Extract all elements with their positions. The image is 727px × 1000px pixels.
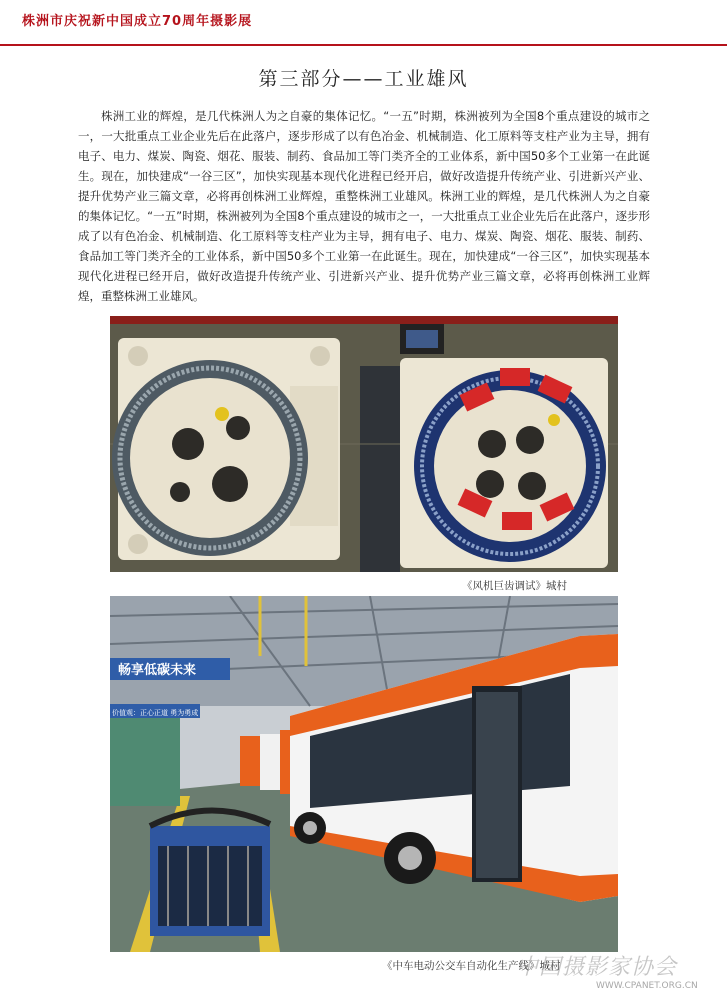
- sign-text: 价值观：正心正道 勇为勇成: [112, 709, 199, 717]
- wind-turbine-gears-illustration: [110, 316, 618, 572]
- bus-production-line-illustration: [110, 596, 618, 952]
- photo-wind-turbine-gears: [110, 316, 618, 572]
- banner-text: 畅享低碳未来: [118, 663, 197, 678]
- photo-caption: 《风机巨齿调试》城村: [462, 580, 567, 592]
- section-title: 第三部分——工业雄风: [258, 68, 469, 90]
- header-title: 株洲市庆祝新中国成立70周年摄影展: [22, 14, 253, 29]
- photo-electric-bus-line: [110, 596, 618, 952]
- body-paragraph: 株洲工业的辉煌，是几代株洲人为之自豪的集体记忆。“一五”时期，株洲被列为全国8个重点建设的城市之一，一大批重点工业企业先后在此落户，逐步形成了以有色冶金、机械制造、化工原料等支柱产业为主导，拥有电子、电力、煤炭、陶瓷、烟花、服装、制药、食品加工等门类齐全的工业体系，新中国50多个工业第一在此诞生。现在，加快建成“一谷三区”，加快实现基本现代化进程已经开启，做好改造提升传统产业、引进新兴产业、提升优势产业三篇文章，必将再创株洲工业辉煌，重整株洲工业雄风。株洲工业的辉煌，是几代株洲人为之自豪的集体记忆。“一五”时期，株洲被列为全国8个重点建设的城市之一，一大批重点工业企业先后在此落户，逐步形成了以有色冶金、机械制造、化工原料等支柱产业为主导，拥有电子、电力、煤炭、陶瓷、烟花、服装、制药、食品加工等门类齐全的工业体系，新中国50多个工业第一在此诞生。现在，加快建成“一谷三区”，加快实现基本现代化进程已经开启，做好改造提升传统产业、引进新兴产业、提升优势产业三篇文章，必将再创株洲工业辉煌，重整株洲工业雄风。: [78, 109, 650, 303]
- photo-caption: 《中车电动公交车自动化生产线》城村: [382, 960, 561, 972]
- watermark-logo: 中国摄影家协会: [516, 955, 678, 980]
- header-divider: [0, 44, 727, 46]
- watermark-url: WWW.CPANET.ORG.CN: [596, 981, 698, 991]
